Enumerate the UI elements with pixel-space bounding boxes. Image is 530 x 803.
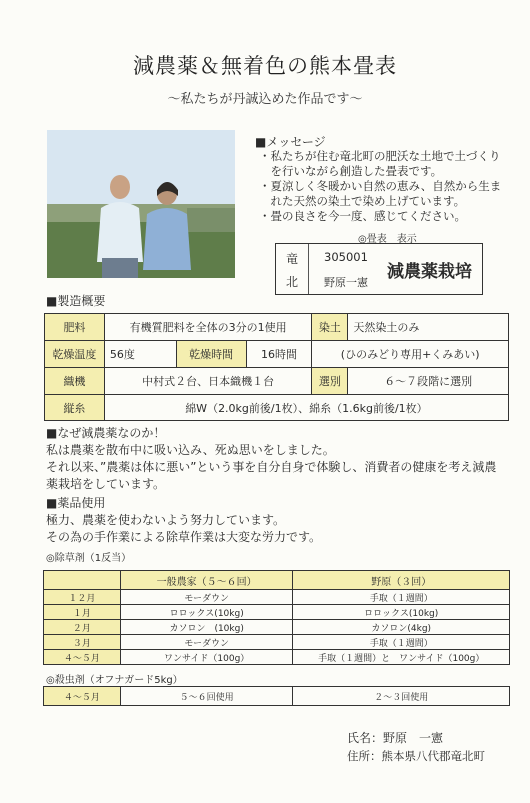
chem-heading: ■薬品使用 (46, 496, 106, 510)
dry-time-label: 乾燥時間 (176, 341, 246, 368)
herbicide-header-cell: 野原（３回） (293, 571, 510, 590)
message-heading: ■メッセージ (255, 135, 326, 149)
herbicide-row (44, 650, 510, 665)
herbicide-general: ワンサイド（100g） (120, 650, 293, 665)
tatami-label-box (275, 243, 483, 295)
why-line: それ以来、”農薬は体に悪い”という事を自分自身で体験し、消費者の健康を考え減農 (46, 460, 497, 474)
herbicide-row (44, 590, 510, 605)
label-key-hoku: 北 (286, 275, 299, 289)
label-number: 305001 (324, 250, 368, 264)
message-line: を行いながら創造した畳表です。 (259, 164, 443, 178)
signature-address: 住所：熊本県八代郡竜北町 (347, 749, 485, 763)
dye-label: 染土 (312, 314, 348, 341)
herbicide-general: モーダウン (120, 590, 293, 605)
message-line: ・私たちが住む竜北町の肥沃な土地で土づくり (259, 149, 501, 163)
insecticide-nohara: ２～３回使用 (293, 687, 510, 706)
herbicide-nohara: カソロン(4kg) (293, 620, 510, 635)
herbicide-general: モーダウン (120, 635, 293, 650)
herbicide-general: ロロックス(10kg) (120, 605, 293, 620)
fertilizer-label: 肥料 (45, 314, 105, 341)
message-line: れた天然の染土で染め上げています。 (259, 194, 466, 208)
herbicide-nohara: ロロックス(10kg) (293, 605, 510, 620)
message-line: ・畳の良さを今一度、感じてください。 (259, 209, 466, 223)
herbicide-header-cell: 一般農家（５～６回） (120, 571, 293, 590)
why-line: 私は農薬を散布中に吸い込み、死ぬ思いをしました。 (46, 443, 335, 457)
loom-value: 中村式２台、日本織機１台 (104, 368, 312, 395)
herbicide-month: ３月 (44, 635, 121, 650)
farmer-photo-image (47, 130, 235, 278)
chem-line: 極力、農薬を使わないよう努力しています。 (46, 513, 286, 527)
label-caption: ◎畳表 表示 (358, 234, 417, 245)
herbicide-month: １月 (44, 605, 121, 620)
fertilizer-value: 有機質肥料を全体の3分の1使用 (104, 314, 312, 341)
herbicide-nohara: 手取（１週間） (293, 635, 510, 650)
page-title: 減農薬＆無着色の熊本畳表 (133, 54, 397, 78)
herbicide-row (44, 635, 510, 650)
signature-name: 氏名：野原 一憲 (347, 731, 444, 745)
herbicide-month: ４～５月 (44, 650, 121, 665)
farmer-photo (47, 130, 235, 278)
herbicide-table (43, 570, 510, 665)
herbicide-month: ２月 (44, 620, 121, 635)
insecticide-table (43, 686, 510, 706)
warp-value: 綿W（2.0kg前後/1枚）、綿糸（1.6kg前後/1枚） (104, 395, 508, 421)
herbicide-general: カソロン (10kg) (120, 620, 293, 635)
select-value: ６～７段階に選別 (348, 368, 509, 395)
label-stamp: 減農薬栽培 (387, 262, 472, 282)
why-line: 薬栽培をしています。 (46, 477, 166, 491)
herbicide-header-cell (44, 571, 121, 590)
label-producer: 野原一憲 (324, 276, 368, 289)
select-label: 選別 (312, 368, 348, 395)
dry-temp-value: 56度 (104, 341, 176, 368)
dry-temp-label: 乾燥温度 (45, 341, 105, 368)
herbicide-month: １２月 (44, 590, 121, 605)
production-heading: ■製造概要 (46, 294, 106, 308)
herbicide-row (44, 605, 510, 620)
dry-time-value: 16時間 (246, 341, 312, 368)
dye-value: 天然染土のみ (348, 314, 509, 341)
herbicide-row (44, 620, 510, 635)
herbicide-nohara: 手取（１週間） (293, 590, 510, 605)
insecticide-caption: ◎殺虫剤（オフナガード5kg） (46, 675, 183, 686)
label-key-ryu: 竜 (286, 252, 299, 266)
production-table (44, 313, 509, 421)
page-subtitle: ～私たちが丹誠込めた作品です～ (167, 92, 363, 107)
warp-label: 縦糸 (45, 395, 105, 421)
why-heading: ■なぜ減農薬なのか！ (46, 426, 166, 440)
insecticide-month: ４～５月 (44, 687, 121, 706)
herbicide-caption: ◎除草剤（1反当） (46, 553, 132, 564)
herbicide-nohara: 手取（１週間）と ワンサイド（100g） (293, 650, 510, 665)
dye-value-2: (ひのみどり専用+くみあい) (312, 341, 509, 368)
insecticide-row (44, 687, 510, 706)
chem-line: その為の手作業による除草作業は大変な労力です。 (46, 530, 322, 544)
insecticide-general: ５～６回使用 (120, 687, 293, 706)
loom-label: 織機 (45, 368, 105, 395)
message-line: ・夏涼しく冬暖かい自然の恵み、自然から生ま (259, 179, 502, 193)
